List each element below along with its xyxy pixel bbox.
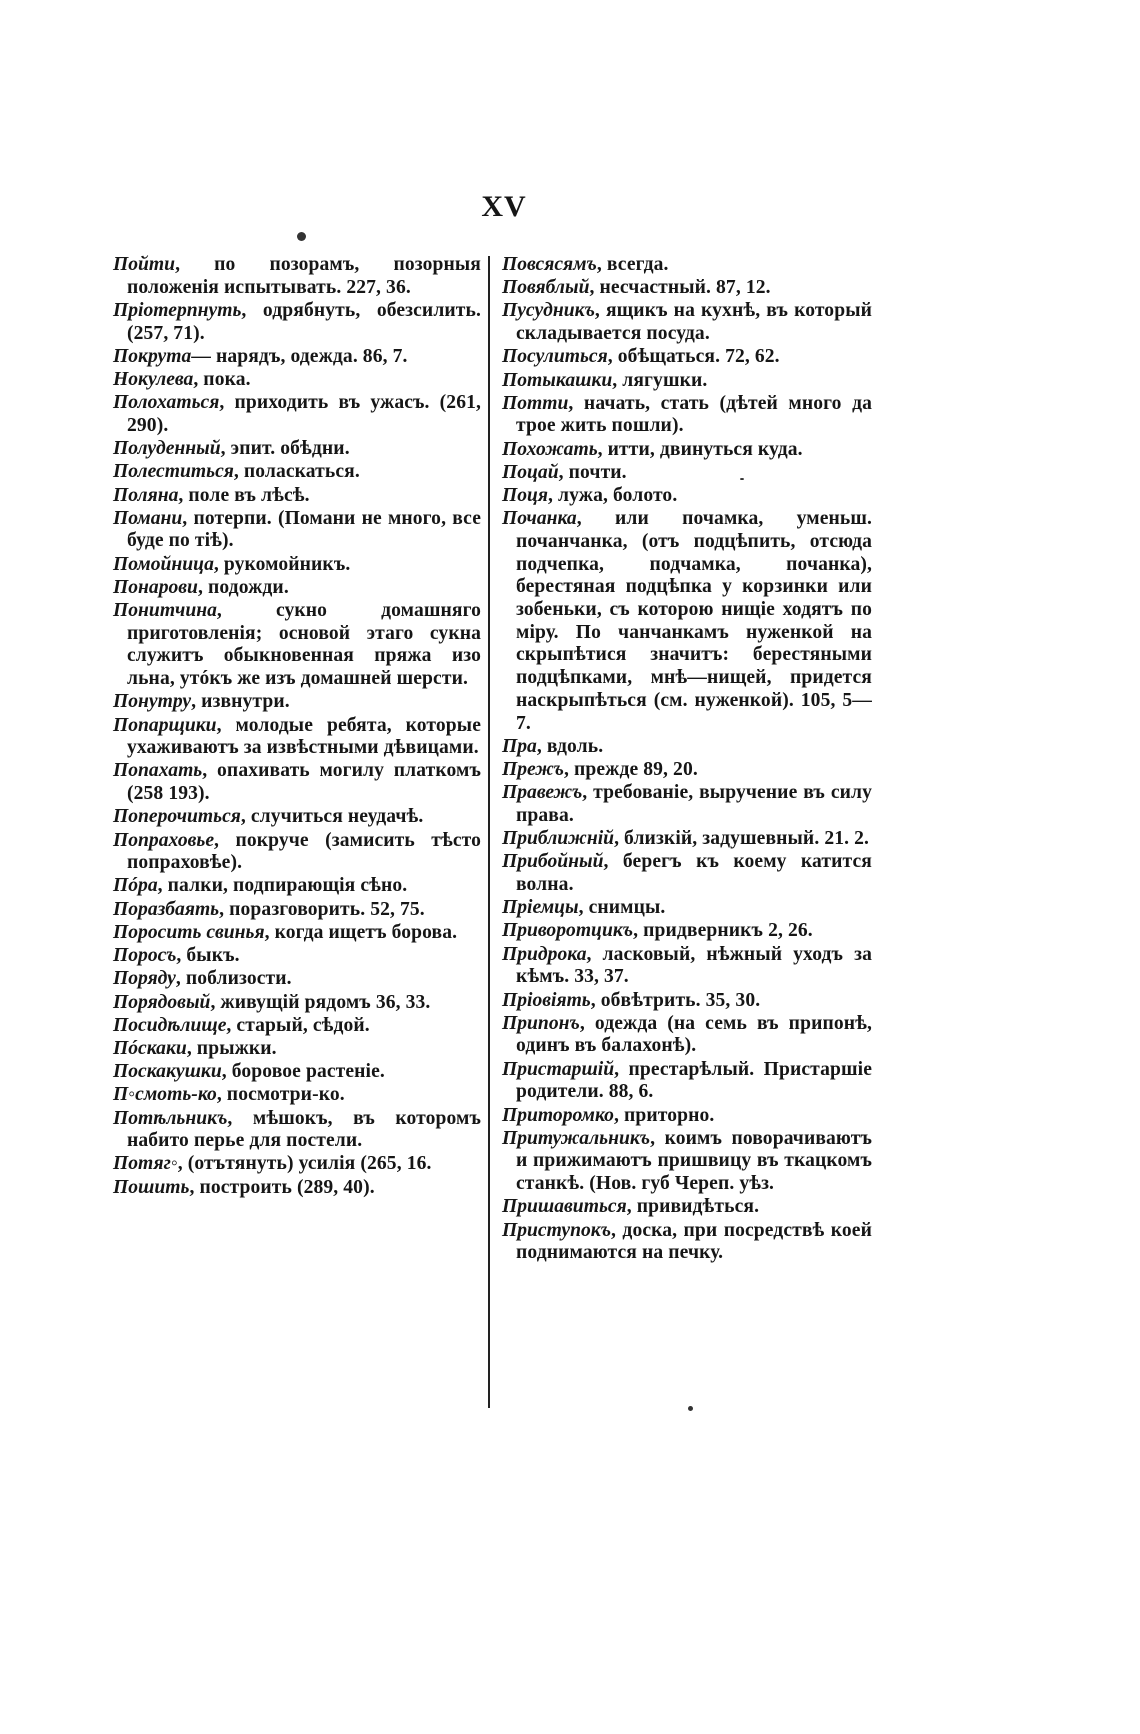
entry-headword: Нокулева	[113, 369, 194, 391]
entry-definition: , пока.	[193, 369, 251, 391]
dictionary-entry	[502, 1105, 872, 1128]
entry-definition: , лягушки.	[612, 369, 708, 391]
entry-definition: , начать, стать (дѣтей много да трое жить пошли).	[516, 392, 872, 437]
dictionary-entry	[113, 254, 481, 299]
entry-headword: Попраховье	[113, 829, 215, 851]
entry-headword: Пріемцы	[502, 897, 579, 919]
dictionary-entry	[113, 806, 481, 829]
entry-definition: , палки, подпирающія сѣно.	[157, 875, 408, 897]
entry-definition: , берегъ къ коему катится волна.	[516, 851, 872, 895]
dictionary-entry	[502, 370, 872, 393]
entry-headword: Понарови	[113, 576, 198, 598]
entry-definition: — нарядъ, одежда. 86, 7.	[191, 345, 408, 367]
entry-headword: Пріовіять	[502, 989, 591, 1011]
entry-headword: Потыкашки	[502, 369, 613, 391]
entry-headword: Пристаршій	[502, 1058, 615, 1080]
entry-definition: , мѣшокъ, въ которомъ набито перье для постели.	[127, 1107, 481, 1152]
entry-definition: , поблизости.	[175, 968, 292, 990]
entry-definition: , близкій, задушевный. 21. 2.	[614, 828, 870, 850]
entry-definition: , построить (289, 40).	[189, 1176, 375, 1198]
dictionary-entry	[502, 782, 872, 827]
dictionary-entry	[502, 828, 872, 851]
entry-headword: Пришавиться	[502, 1196, 627, 1218]
dictionary-entry	[502, 508, 872, 735]
left-column	[113, 254, 481, 1200]
entry-definition: , боровое растеніе.	[221, 1061, 385, 1083]
entry-definition: , почти.	[558, 461, 627, 483]
entry-definition: , потерпи. (Помани не много, все буде по тіѣ).	[127, 507, 481, 552]
entry-headword: Потти	[502, 392, 569, 414]
entry-headword: Притоpомко	[502, 1104, 614, 1126]
dictionary-entry	[113, 922, 481, 945]
entry-headword: Поскакушки	[113, 1061, 222, 1083]
dictionary-entry	[113, 875, 481, 898]
entry-headword: Понитчина	[113, 600, 217, 622]
entry-definition: , прыжки.	[186, 1037, 277, 1059]
entry-definition: , ласковый, нѣжный уходъ за кѣмъ. 33, 37.	[516, 943, 872, 988]
entry-headword: Порядовый	[113, 991, 211, 1013]
entry-headword: Пріотерпнуть	[113, 299, 242, 321]
dictionary-entry	[502, 1220, 872, 1265]
entry-definition: , или почамка, уменьш. почанчанка, (отъ подцѣпить, отсюда подчепка, подчамка, почанка), берестяная подцѣпка у корзинки или зобеньки, съ которою нищіе ходятъ по міру. По чанчанкамъ нуженкой на скрыпѣтися значитъ: берестяными подцѣпками, мнѣ—нищей, придется наскрыпѣться (см. нуженкой). 105, 5—7.	[516, 508, 872, 734]
entry-definition: , эпит. обѣдни.	[220, 438, 350, 460]
dictionary-entry	[502, 346, 872, 369]
entry-definition: , старый, сѣдой.	[226, 1014, 370, 1036]
entry-definition: , по позорамъ, позорныя положенія испытывать. 227, 36.	[127, 254, 481, 298]
entry-definition: , одрябнуть, обезсилить. (257, 71).	[127, 299, 481, 344]
entry-headword: Покрута	[113, 345, 192, 367]
dictionary-entry	[113, 992, 481, 1015]
entry-headword: Потѣльникъ	[113, 1107, 228, 1129]
entry-headword: Притужальникъ	[502, 1127, 651, 1149]
entry-headword: Придрока	[502, 943, 587, 965]
entry-headword: Поросить свинья	[113, 921, 265, 943]
dictionary-entry	[113, 461, 481, 484]
entry-definition: , лужа, болото.	[548, 485, 678, 507]
dictionary-entry	[113, 691, 481, 714]
entry-definition: , прежде 89, 20.	[563, 758, 698, 780]
entry-headword: Потяг◦	[113, 1153, 178, 1175]
entry-definition: , подожди.	[197, 576, 289, 598]
entry-definition: , снимцы.	[578, 897, 666, 919]
dictionary-entry	[502, 277, 872, 300]
entry-headword: Припонъ	[502, 1012, 580, 1034]
dictionary-entry	[113, 554, 481, 577]
dictionary-entry	[502, 485, 872, 508]
dictionary-entry	[502, 439, 872, 462]
dictionary-entry	[113, 392, 481, 437]
entry-headword: Правежъ	[502, 782, 583, 804]
entry-headword: Поразбаять	[113, 898, 220, 920]
dictionary-entry	[502, 897, 872, 920]
entry-definition: , поразговорить. 52, 75.	[219, 898, 425, 920]
entry-definition: , живущій рядомъ 36, 33.	[210, 991, 431, 1013]
dictionary-entry	[113, 438, 481, 461]
entry-headword: Понутру	[113, 691, 192, 713]
dictionary-entry	[113, 600, 481, 691]
entry-headword: Помани	[113, 507, 183, 529]
entry-headword: Пóскаки	[113, 1037, 187, 1059]
entry-definition: , всегда.	[596, 254, 669, 275]
entry-headword: Помойница	[113, 553, 214, 575]
entry-definition: , требованіе, выручение въ силу права.	[516, 782, 872, 826]
column-divider	[488, 256, 490, 1408]
right-column	[502, 254, 872, 1265]
entry-definition: , приходить въ ужасъ. (261, 290).	[127, 392, 481, 436]
dictionary-entry	[113, 1061, 481, 1084]
entry-headword: Посулиться	[502, 346, 608, 368]
entry-headword: Поросъ	[113, 945, 177, 967]
entry-headword: Приворотцикъ	[502, 920, 634, 942]
entry-definition: , посмотри-ко.	[216, 1084, 345, 1106]
entry-definition: , одежда (на семь въ припонѣ, одинъ въ балахонѣ).	[516, 1012, 872, 1057]
entry-definition: , придверникъ 2, 26.	[633, 920, 813, 942]
entry-definition: , обѣщаться. 72, 62.	[607, 346, 780, 368]
entry-headword: Похожать	[502, 438, 598, 460]
entry-headword: Почанка	[502, 508, 577, 530]
dictionary-entry	[113, 1153, 481, 1176]
entry-headword: Поцай	[502, 461, 559, 483]
dictionary-entry	[113, 369, 481, 392]
entry-headword: Попарщики	[113, 714, 217, 736]
entry-definition: , сукно домашняго приготовленія; основой этаго сукна служитъ обыкновенная пряжа изо льна, утóкъ же изъ домашней шерсти.	[127, 600, 481, 690]
entry-headword: Полеститься	[113, 461, 234, 483]
entry-definition: , несчастный. 87, 12.	[589, 277, 771, 299]
entry-definition: , итти, двинуться куда.	[597, 438, 803, 460]
entry-definition: , покруче (замисить тѣсто попраховѣе).	[127, 829, 481, 874]
dictionary-entry	[502, 1128, 872, 1196]
entry-headword: Попахать	[113, 760, 203, 782]
entry-headword: Приступокъ	[502, 1219, 612, 1241]
dictionary-entry	[113, 1015, 481, 1038]
entry-headword: Пошить	[113, 1176, 190, 1198]
dictionary-entry	[502, 990, 872, 1013]
entry-headword: П◦смоть-ко	[113, 1084, 217, 1106]
page-number: XV	[481, 190, 527, 223]
ink-speck	[297, 232, 306, 241]
entry-definition: , быкъ.	[176, 945, 240, 967]
dictionary-entry	[113, 899, 481, 922]
entry-definition: , когда ищетъ борова.	[264, 921, 458, 943]
entry-headword: Пóра	[113, 875, 158, 897]
entry-definition: , доска, при посредствѣ коей поднимаются на печку.	[516, 1219, 872, 1264]
dictionary-entry	[502, 254, 872, 277]
dictionary-entry	[502, 920, 872, 943]
dictionary-entry	[502, 851, 872, 896]
entry-definition: , (отътянуть) усилія (265, 16.	[177, 1153, 432, 1175]
dictionary-entry	[113, 760, 481, 805]
entry-definition: , опахивать могилу платкомъ (258 193).	[127, 760, 481, 805]
dictionary-entry	[113, 968, 481, 991]
dictionary-entry	[113, 508, 481, 553]
entry-headword: Пра	[502, 735, 537, 757]
entry-definition: , случиться неудачѣ.	[240, 806, 424, 828]
entry-definition: , коимъ поворачиваютъ и прижимаютъ пришвицу въ ткацкомъ станкѣ. (Нов. губ Череп. уѣз.	[516, 1127, 872, 1195]
dictionary-entry	[502, 300, 872, 345]
entry-headword: Поця	[502, 485, 549, 507]
dictionary-entry	[113, 1108, 481, 1153]
dictionary-entry	[502, 1196, 872, 1219]
entry-definition: , поласкаться.	[233, 461, 360, 483]
dictionary-entry	[113, 300, 481, 345]
entry-headword: Пусудникъ	[502, 300, 595, 322]
entry-headword: Полохаться	[113, 392, 220, 414]
dictionary-entry	[502, 393, 872, 438]
dictionary-entry	[502, 1059, 872, 1104]
dictionary-entry	[113, 1084, 481, 1107]
dictionary-entry	[113, 577, 481, 600]
dictionary-entry	[113, 715, 481, 760]
entry-definition: , извнутри.	[191, 691, 290, 713]
dictionary-entry	[113, 485, 481, 508]
dictionary-entry	[502, 759, 872, 782]
entry-headword: Поперочиться	[113, 806, 241, 828]
entry-headword: Посидѣлище	[113, 1014, 227, 1036]
entry-headword: Поряду	[113, 968, 176, 990]
dictionary-entry	[113, 1038, 481, 1061]
dictionary-entry	[502, 1013, 872, 1058]
dictionary-entry	[502, 462, 872, 485]
dictionary-entry	[113, 830, 481, 875]
entry-definition: , приторно.	[613, 1104, 715, 1126]
dictionary-entry	[113, 346, 481, 369]
entry-headword: Повяблый	[502, 277, 590, 299]
dictionary-entry	[113, 945, 481, 968]
entry-definition: , молодые ребята, которые ухаживаютъ за извѣстными дѣвицами.	[127, 714, 481, 759]
dictionary-entry	[502, 944, 872, 989]
dictionary-entry	[113, 1177, 481, 1200]
entry-headword: Поляна	[113, 484, 179, 506]
entry-definition: , рукомойникъ.	[213, 553, 351, 575]
entry-definition: , престарѣлый. Пристаршіе родители. 88, 6.	[516, 1058, 872, 1103]
dictionary-entry	[502, 736, 872, 759]
entry-definition: , ящикъ на кухнѣ, въ который складывается посуда.	[516, 300, 872, 345]
entry-headword: Прибойный	[502, 851, 604, 873]
entry-definition: , поле въ лѣсѣ.	[178, 484, 310, 506]
entry-headword: Полуденный	[113, 438, 221, 460]
entry-headword: Приближній	[502, 828, 615, 850]
entry-definition: , обвѣтрить. 35, 30.	[590, 989, 761, 1011]
entry-headword: Повсясямъ	[502, 254, 597, 275]
ink-speck	[688, 1406, 693, 1411]
entry-definition: , привидѣться.	[626, 1196, 760, 1218]
entry-headword: Прежъ	[502, 758, 564, 780]
entry-definition: , вдоль.	[536, 735, 604, 757]
entry-headword: Пойти	[113, 254, 176, 275]
